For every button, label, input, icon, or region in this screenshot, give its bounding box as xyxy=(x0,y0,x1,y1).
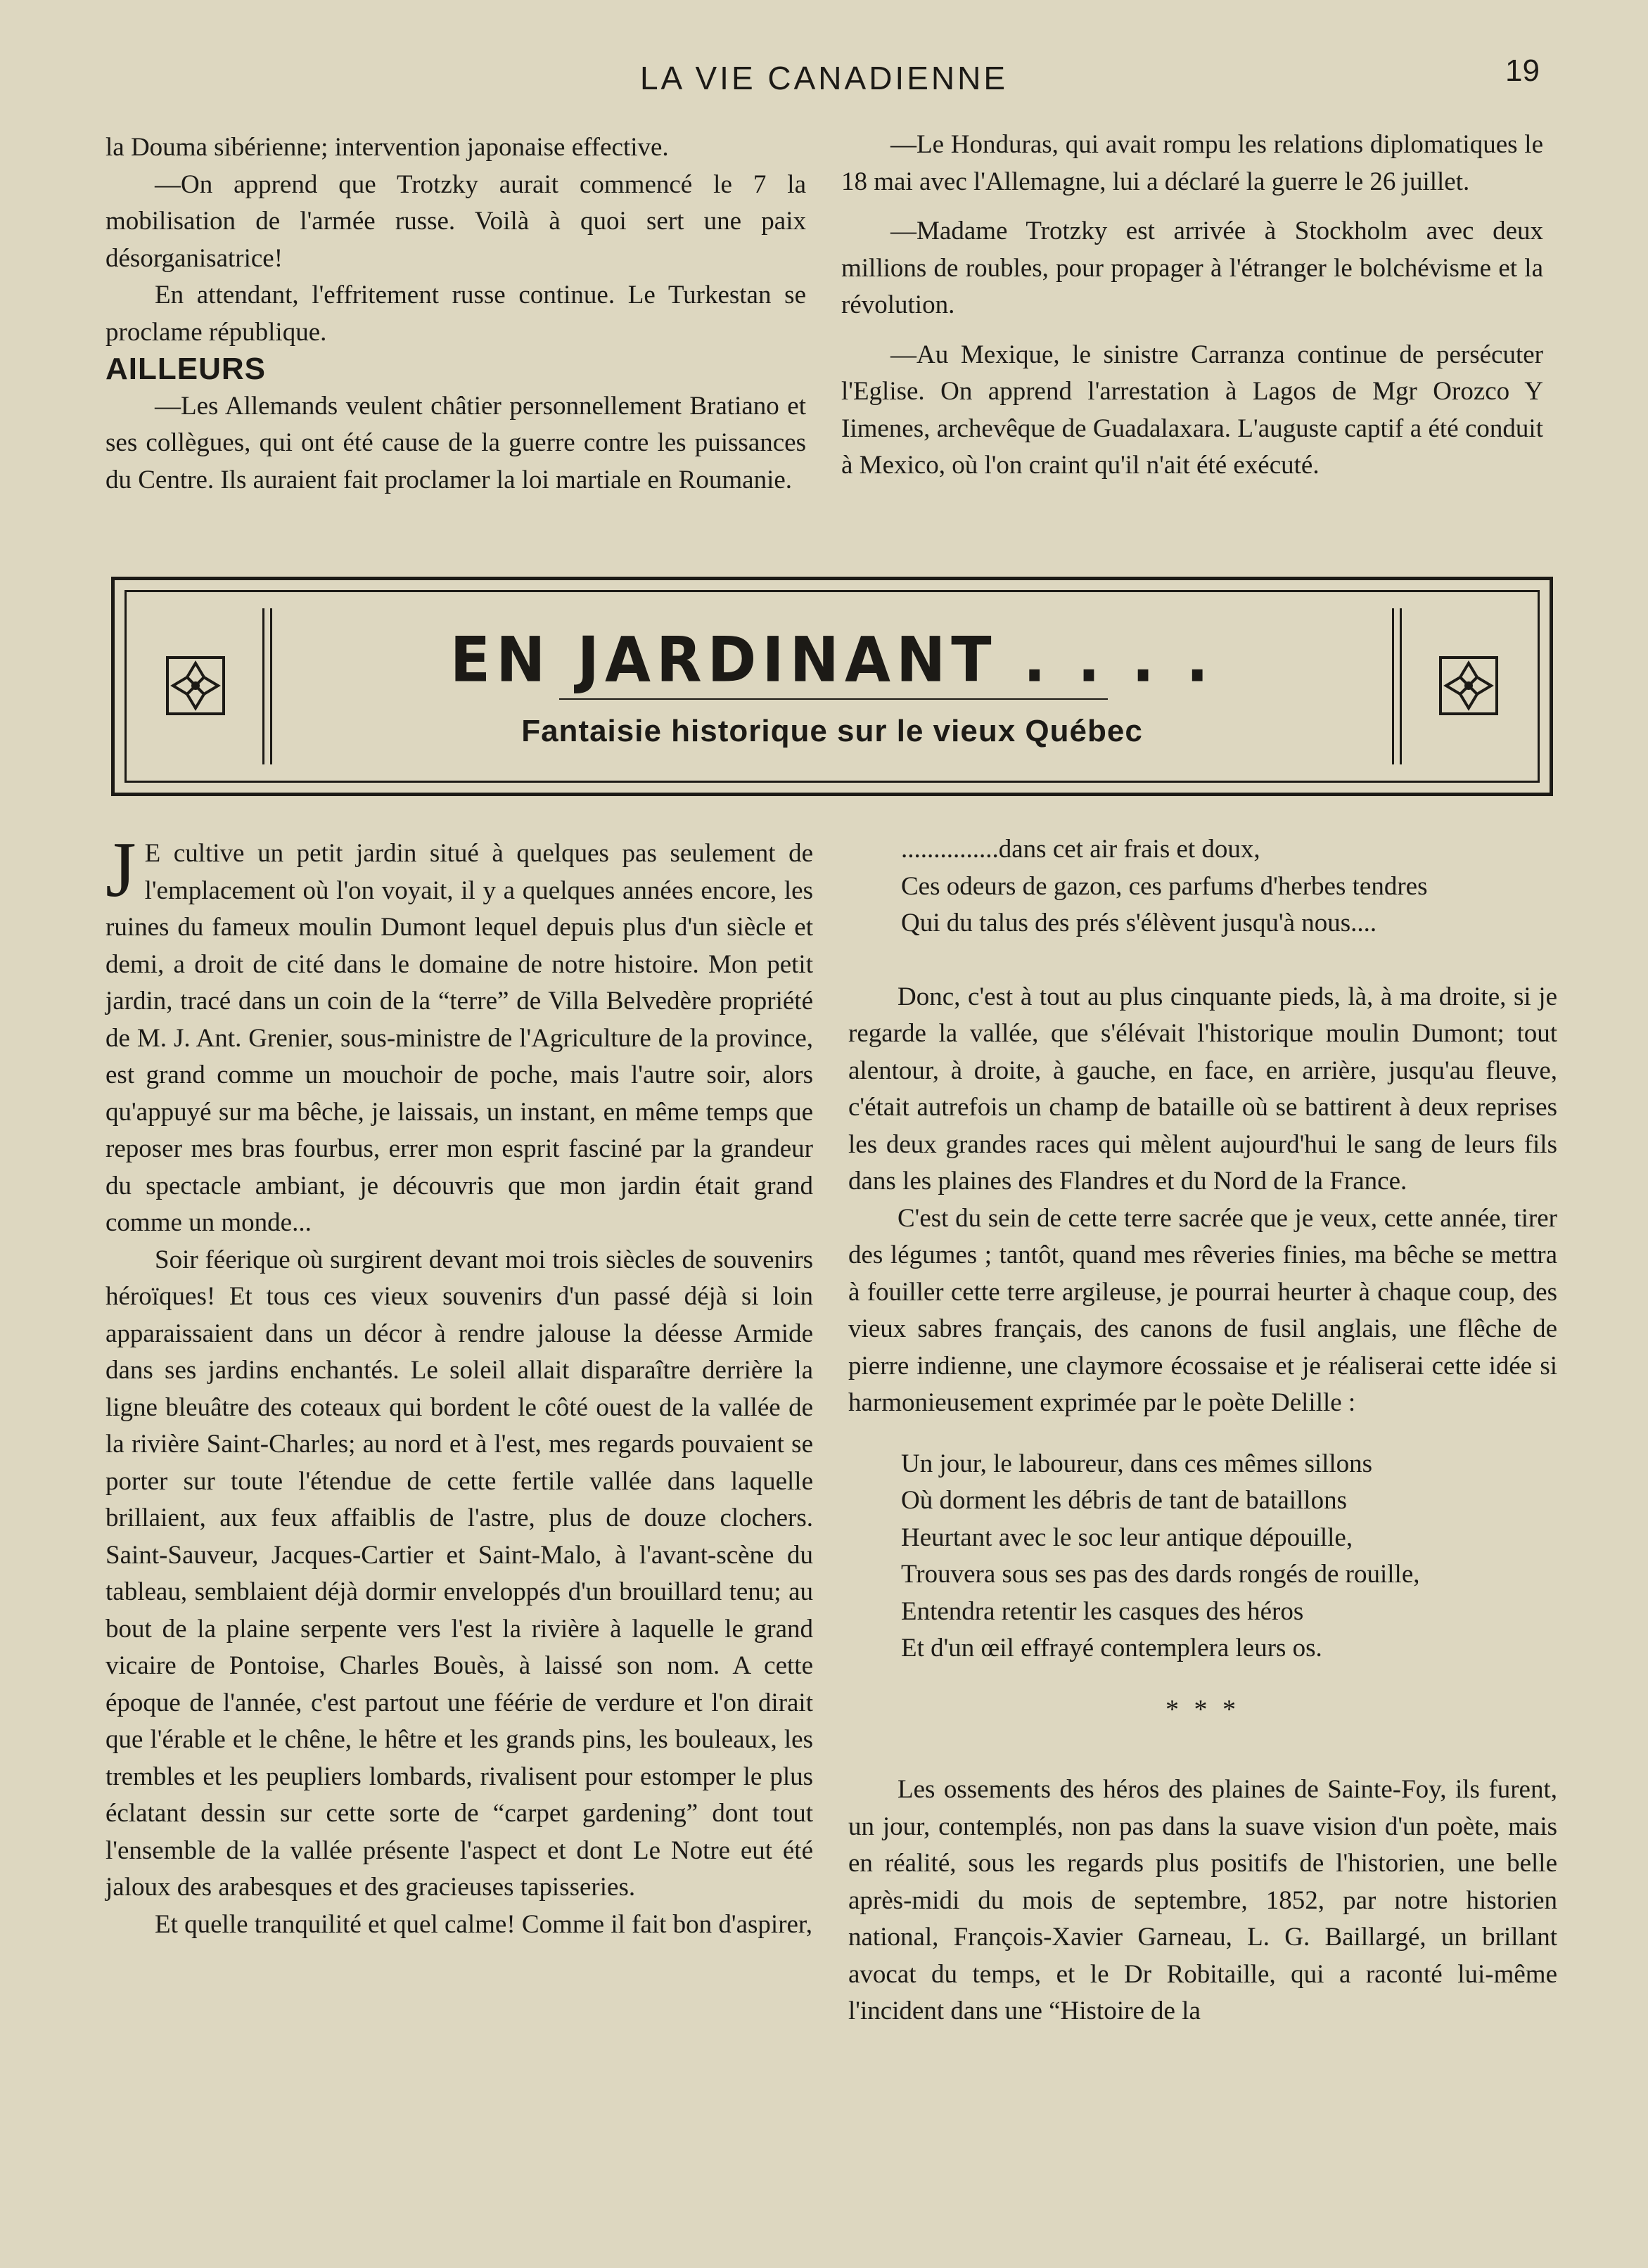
poem-line: Trouvera sous ses pas des dards rongés de rouille, xyxy=(901,1560,1420,1589)
section-separator: * * * xyxy=(1165,1694,1240,1724)
poem-line: Ces odeurs de gazon, ces parfums d'herbes tendres xyxy=(901,871,1428,901)
poem-excerpt xyxy=(848,831,1557,942)
top-right-column xyxy=(841,127,1543,485)
paragraph: C'est du sein de cette terre sacrée que je veux, cette année, tirer des légumes ; tantôt, quand mes rêveries finies, ma bêche se mettra à fouiller cette terre argileuse, je pourrai heurter à chaque coup, des vieux sabres français, des canons de fusil anglais, une flêche de pierre indienne, une claymore écossaise et je réaliserai cette idée si harmonieusement exprimée par le poète Delille : xyxy=(848,1203,1557,1417)
poem-line: Un jour, le laboureur, dans ces mêmes sillons xyxy=(901,1449,1373,1478)
paragraph: —On apprend que Trotzky aurait commencé le 7 la mobilisation de l'armée russe. Voilà à quoi sert une paix désorganisatrice! xyxy=(106,169,806,273)
top-left-column xyxy=(106,129,806,499)
paragraph: Les ossements des héros des plaines de Sainte-Foy, ils furent, un jour, contemplés, non pas dans la suave vision d'un poète, mais en réalité, sous les regards plus positifs de l'historien, une belle après-midi du mois de septembre, 1852, par notre historien national, François-Xavier Garneau, L. G. Baillargé, un brillant avocat du temps, et le Dr Robitaille, qui a raconté lui-même l'incident dans une “Histoire de la xyxy=(848,1775,1557,2025)
paragraph: Et quelle tranquilité et quel calme! Comme il fait bon d'aspirer, xyxy=(155,1909,813,1939)
paragraph: Soir féerique où surgirent devant moi trois siècles de souvenirs héroïques! Et tous ces vieux souvenirs d'un passé déjà si loin apparaissaient dans un décor à rendre jalouse la déesse Armide dans ses jardins enchantés. Le soleil allait disparaître derrière la ligne bleuâtre des coteaux qui bordent le côté ouest de la vallée de la rivière Saint-Charles; au nord et à l'est, mes regards pouvaient se porter sur toute l'étendue de cette fertile vallée dans laquelle brillaient, aux feux affaiblis de l'astre, plus de douze clochers. Saint-Sauveur, Jacques-Cartier et Saint-Malo, à l'avant-scène du tableau, semblaient déjà dormir enveloppés d'un brouillard tenu; au bout de la plaine serpente vers l'est la rivière à laquelle le grand vicaire de Pontoise, Charles Bouès, à laissé son nom. A cette époque de l'année, c'est partout une féérie de verdure et l'on dirait que l'érable et le chêne, le hêtre et les grands pins, les bouleaux, les trembles et les peupliers lombards, rivalisent pour estomper le plus éclatant dessin sur cette sorte de “carpet gardening” dont tout l'ensemble de la vallée présente l'aspect et dont Le Notre eut été jaloux des arabesques et des gracieuses tapisseries. xyxy=(106,1245,813,1902)
poem-line: ...............dans cet air frais et doux, xyxy=(901,835,1260,864)
article-banner xyxy=(111,577,1553,796)
article-title: EN JARDINANT . . . . xyxy=(449,623,1215,696)
article-left-column xyxy=(106,826,813,1943)
paragraph: —Les Allemands veulent châtier personnellement Bratiano et ses collègues, qui ont été cause de la guerre contre les puissances du Centre. Ils auraient fait proclamer la loi martiale en Roumanie. xyxy=(106,391,806,494)
paragraph: —Au Mexique, le sinistre Carranza continue de persécuter l'Eglise. On apprend l'arrestation à Lagos de Mgr Orozco Y Iimenes, archevêque de Guadalaxara. L'auguste captif a été conduit à Mexico, où l'on craint qu'il n'ait été exécuté. xyxy=(841,340,1543,480)
paragraph: Donc, c'est à tout au plus cinquante pieds, là, à ma droite, si je regarde la vallée, que s'élévait l'historique moulin Dumont; tout alentour, à droite, à gauche, en face, en arrière, jusqu'au fleuve, c'était autrefois un champ de bataille où se battirent à deux reprises les deux grandes races qui mèlent aujourd'hui le sang de leurs fils dans les plaines des Flandres et du Nord de la France. xyxy=(848,982,1557,1196)
article-right-column xyxy=(848,831,1557,2030)
poem-line: Qui du talus des prés s'élèvent jusqu'à nous.... xyxy=(901,909,1377,937)
poem-line: Heurtant avec le soc leur antique dépouille, xyxy=(901,1523,1353,1552)
drop-cap: J xyxy=(106,826,136,914)
paragraph: la Douma sibérienne; intervention japonaise effective. xyxy=(106,133,669,162)
page-number: 19 xyxy=(1505,53,1540,88)
section-heading: AILLEURS xyxy=(106,352,266,386)
paragraph-text: E cultive un petit jardin situé à quelques pas seulement de l'emplacement où l'on voyait, il y a quelques années encore, les ruines du fameux moulin Dumont lequel depuis plus d'un siècle et demi, a droit de cité dans le domaine de notre histoire. Mon petit jardin, tracé dans un coin de la “terre” de Villa Belvedère propriété de M. J. Ant. Grenier, sous-ministre de l'Agriculture de la province, est grand comme un mouchoir de poche, mais l'autre soir, alors qu'appuyé sur ma bêche, je laissais, un instant, en même temps que reposer mes bras fourbus, errer mon esprit fasciné par la grandeur du spectacle ambiant, je découvris que mon jardin était grand comme un monde... xyxy=(106,839,813,1237)
running-header: LA VIE CANADIENNE xyxy=(639,60,1009,96)
poem-line: Et d'un œil effrayé contemplera leurs os. xyxy=(901,1634,1322,1662)
paragraph: —Le Honduras, qui avait rompu les relations diplomatiques le 18 mai avec l'Allemagne, lui a déclaré la guerre le 26 juillet. xyxy=(841,130,1543,196)
poem-delille xyxy=(848,1446,1557,1667)
paragraph: —Madame Trotzky est arrivée à Stockholm avec deux millions de roubles, pour propager à l'étranger le bolchévisme et la révolution. xyxy=(841,217,1543,319)
poem-line: Où dorment les débris de tant de bataillons xyxy=(901,1486,1347,1515)
article-subtitle: Fantaisie historique sur le vieux Québec xyxy=(521,714,1143,748)
paragraph: En attendant, l'effritement russe continue. Le Turkestan se proclame république. xyxy=(106,281,806,347)
title-underline xyxy=(559,698,1108,700)
poem-line: Entendra retentir les casques des héros xyxy=(901,1596,1304,1626)
opening-paragraph xyxy=(106,826,813,1242)
